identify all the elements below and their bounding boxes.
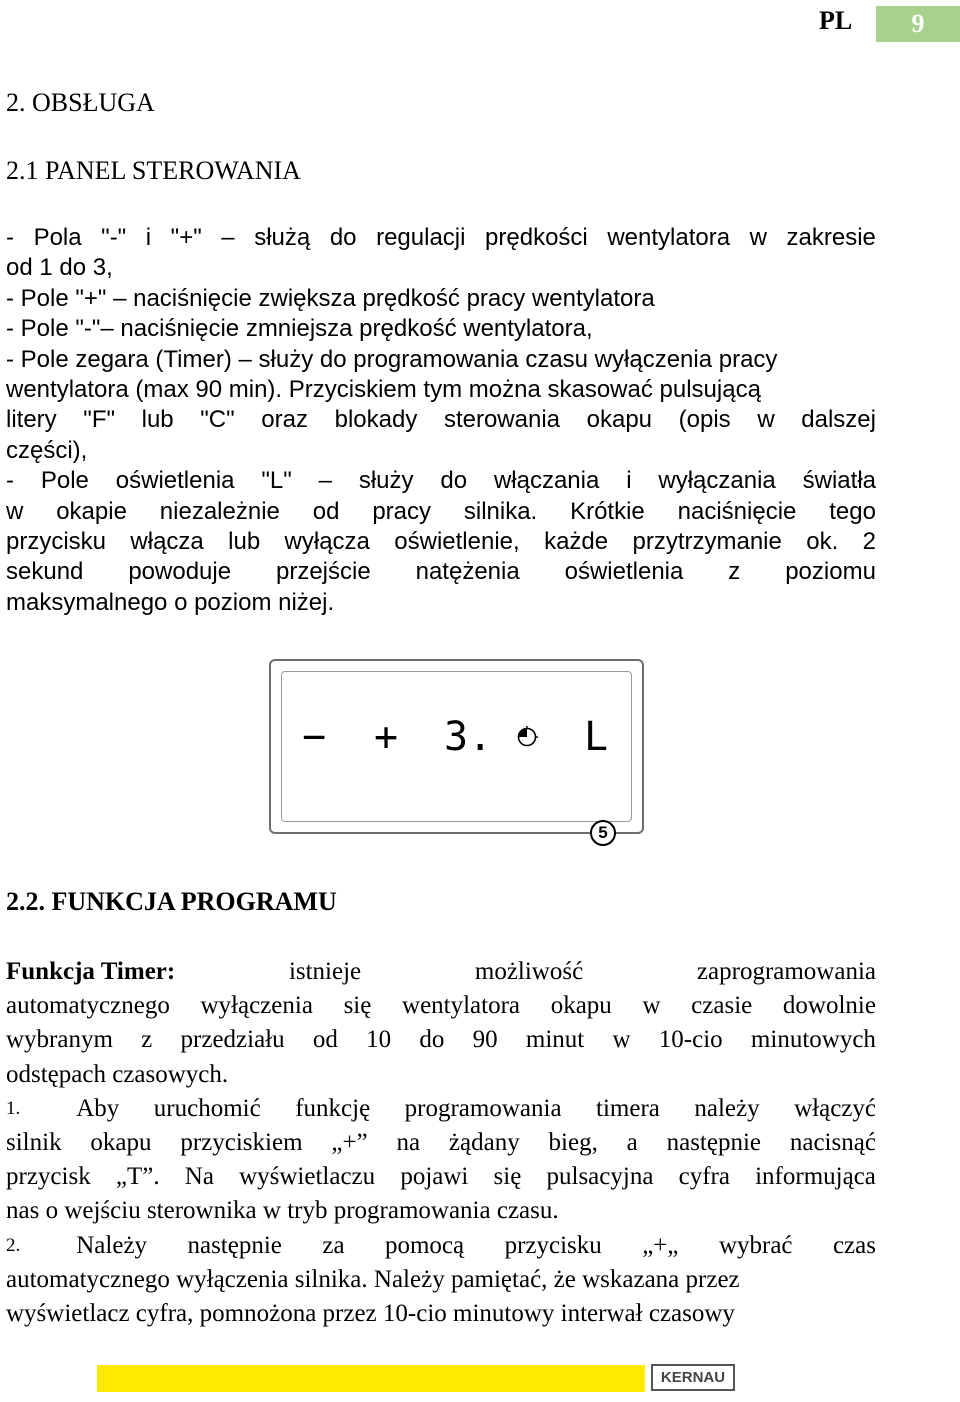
word: następnie bbox=[187, 1231, 282, 1259]
word: następnie bbox=[666, 1129, 762, 1157]
word: czas bbox=[832, 1231, 876, 1259]
word: wyłączenia bbox=[200, 992, 313, 1020]
word: Pola bbox=[33, 224, 82, 251]
word: Pole bbox=[40, 467, 89, 495]
word: dalszej bbox=[801, 406, 876, 434]
word: nacisnąć bbox=[789, 1129, 876, 1157]
word: w bbox=[6, 497, 24, 525]
word: w bbox=[749, 224, 767, 251]
word: pomocą bbox=[384, 1231, 465, 1259]
word: przycisk bbox=[6, 1163, 91, 1191]
word: 10-cio bbox=[658, 1026, 723, 1054]
program-function-description bbox=[6, 955, 876, 1331]
line-10 bbox=[6, 497, 876, 527]
plus-button[interactable]: + bbox=[374, 714, 399, 760]
p2-line-2 bbox=[6, 1126, 876, 1160]
word: wentylatora bbox=[402, 992, 521, 1020]
word: włączania bbox=[493, 467, 600, 495]
word: przycisku bbox=[6, 528, 107, 556]
word: pulsacyjna bbox=[546, 1163, 654, 1191]
word: z bbox=[141, 1026, 153, 1054]
light-button[interactable]: L bbox=[584, 714, 609, 760]
word: tego bbox=[829, 497, 876, 525]
word: ok. bbox=[806, 528, 839, 556]
word: "+" bbox=[170, 224, 202, 251]
word: oświetlenia bbox=[115, 467, 235, 495]
word: automatycznego bbox=[6, 992, 170, 1020]
word: programowania bbox=[404, 1094, 562, 1122]
word: w bbox=[757, 406, 775, 434]
word: poziomu bbox=[785, 558, 876, 586]
word: należy bbox=[694, 1094, 760, 1122]
word: przedziału bbox=[180, 1026, 285, 1054]
word: "F" bbox=[83, 406, 115, 434]
p3-line-1 bbox=[6, 1229, 876, 1263]
word: prędkości bbox=[485, 224, 588, 251]
word: za bbox=[322, 1231, 345, 1259]
p2-line-4: nas o wejściu sterownika w tryb programowania czasu. bbox=[6, 1197, 559, 1225]
kernau-logo: KERNAU bbox=[651, 1364, 735, 1391]
line-6: wentylatora (max 90 min). Przyciskiem tym można skasować pulsującą bbox=[6, 376, 761, 404]
word: okapie bbox=[56, 497, 127, 525]
footer-bar bbox=[97, 1365, 645, 1392]
heading-obsluga: 2. OBSŁUGA bbox=[6, 88, 155, 117]
word: blokady bbox=[334, 406, 418, 434]
line-8: części), bbox=[6, 436, 88, 464]
page-number: 9 bbox=[876, 6, 960, 42]
word: Aby bbox=[76, 1094, 120, 1122]
line-11 bbox=[6, 527, 876, 557]
p2-line-3 bbox=[6, 1160, 876, 1194]
word: lub bbox=[141, 406, 174, 434]
word: dowolnie bbox=[782, 992, 876, 1020]
word: "L" bbox=[261, 467, 292, 495]
word: włącza bbox=[130, 528, 204, 556]
word: – bbox=[318, 467, 332, 495]
word: timera bbox=[596, 1094, 660, 1122]
word: natężenia bbox=[415, 558, 520, 586]
line-4: - Pole "-"– naciśnięcie zmniejsza prędkość wentylatora, bbox=[6, 315, 593, 343]
word: okapu bbox=[586, 406, 653, 434]
word: „+” bbox=[331, 1129, 368, 1157]
word: litery bbox=[6, 406, 57, 434]
word: powoduje bbox=[128, 558, 232, 586]
word: Na bbox=[184, 1163, 214, 1191]
step-number-1: 1. bbox=[6, 1097, 21, 1119]
p3-line-3: wyświetlacz cyfra, pomnożona przez 10-cio minutowy interwał czasowy bbox=[6, 1300, 735, 1328]
word: informująca bbox=[755, 1163, 876, 1191]
p3-line-2: automatycznego wyłączenia silnika. Należy pamiętać, że wskazana przez bbox=[6, 1265, 740, 1293]
word: do bbox=[329, 224, 357, 251]
word: lub bbox=[228, 528, 261, 556]
timer-icon[interactable] bbox=[516, 726, 538, 748]
word: pojawi bbox=[400, 1163, 469, 1191]
word: żądany bbox=[448, 1129, 520, 1157]
word: minut bbox=[525, 1026, 585, 1054]
line-12 bbox=[6, 557, 876, 587]
word: 90 bbox=[472, 1026, 498, 1054]
word: czasie bbox=[691, 992, 753, 1020]
p1-line-3 bbox=[6, 1023, 876, 1057]
word: regulacji bbox=[376, 224, 466, 251]
word: w bbox=[612, 1026, 631, 1054]
word: "C" bbox=[200, 406, 235, 434]
word: Krótkie bbox=[570, 497, 645, 525]
word: 10 bbox=[366, 1026, 392, 1054]
word: od bbox=[312, 1026, 338, 1054]
word: - bbox=[6, 467, 14, 495]
word: wyświetlaczu bbox=[239, 1163, 376, 1191]
word: i bbox=[145, 224, 152, 251]
line-1 bbox=[6, 223, 876, 253]
word: przyciskiem bbox=[180, 1129, 303, 1157]
word: wybrać bbox=[718, 1231, 793, 1259]
word: z bbox=[728, 558, 741, 586]
word: - bbox=[6, 224, 14, 251]
word: na bbox=[396, 1129, 421, 1157]
word: się bbox=[493, 1163, 522, 1191]
word: się bbox=[343, 992, 372, 1020]
word: "-" bbox=[101, 224, 127, 251]
minus-button[interactable]: − bbox=[302, 714, 327, 760]
word: wyłącza bbox=[284, 528, 370, 556]
word: sterowania bbox=[443, 406, 561, 434]
line-13: maksymalnego o poziom niżej. bbox=[6, 588, 335, 616]
timer-function-label: Funkcja Timer: bbox=[6, 958, 176, 985]
line-3: - Pole "+" – naciśnięcie zwiększa prędkość pracy wentylatora bbox=[6, 284, 655, 312]
heading-funkcja-programu: 2.2. FUNKCJA PROGRAMU bbox=[6, 887, 337, 916]
p1-line-1: Funkcja Timer: istnieje możliwość zaprogramowania bbox=[6, 955, 876, 989]
word: cyfra bbox=[678, 1163, 730, 1191]
line-5: - Pole zegara (Timer) – służy do programowania czasu wyłączenia pracy bbox=[6, 345, 778, 373]
word: przycisku bbox=[504, 1231, 602, 1259]
word: – bbox=[221, 224, 235, 251]
speed-display: 3. bbox=[444, 714, 493, 760]
line-9 bbox=[6, 466, 876, 496]
line-2: od 1 do 3, bbox=[6, 254, 113, 282]
word: i bbox=[626, 467, 632, 495]
word: (opis bbox=[678, 406, 731, 434]
word: silnika. bbox=[463, 497, 538, 525]
word: Należy bbox=[76, 1231, 148, 1259]
word: do bbox=[440, 467, 468, 495]
language-label: PL bbox=[819, 6, 853, 35]
word: oraz bbox=[261, 406, 308, 434]
word: przejście bbox=[275, 558, 371, 586]
word: „T”. bbox=[115, 1163, 160, 1191]
p1-line-4: odstępach czasowych. bbox=[6, 1060, 229, 1088]
word: zakresie bbox=[786, 224, 876, 251]
word: okapu bbox=[550, 992, 612, 1020]
word: silnik bbox=[6, 1129, 62, 1157]
control-panel-description bbox=[6, 223, 876, 618]
word: sekund bbox=[6, 558, 84, 586]
word: światła bbox=[802, 467, 876, 495]
p1-line-2 bbox=[6, 989, 876, 1023]
word: minutowych bbox=[750, 1026, 876, 1054]
word: „+„ bbox=[642, 1231, 679, 1259]
word: włączyć bbox=[794, 1094, 876, 1122]
word: każde bbox=[544, 528, 609, 556]
word: a bbox=[626, 1129, 638, 1157]
word: przytrzymanie bbox=[632, 528, 782, 556]
word: w bbox=[642, 992, 661, 1020]
word: od bbox=[312, 497, 340, 525]
word: 2 bbox=[862, 528, 876, 556]
heading-panel-sterowania: 2.1 PANEL STEROWANIA bbox=[6, 156, 301, 185]
figure-callout: 5 bbox=[590, 820, 616, 846]
word: pracy bbox=[372, 497, 431, 525]
word: okapu bbox=[90, 1129, 152, 1157]
p2-line-1 bbox=[6, 1092, 876, 1126]
word: niezależnie bbox=[159, 497, 280, 525]
word: wyłączania bbox=[658, 467, 776, 495]
word: wentylatora bbox=[607, 224, 731, 251]
word: bieg, bbox=[548, 1129, 598, 1157]
word: wybranym bbox=[6, 1026, 113, 1054]
word: funkcję bbox=[295, 1094, 371, 1122]
word: oświetlenia bbox=[564, 558, 684, 586]
word: służą bbox=[254, 224, 311, 251]
word: do bbox=[419, 1026, 445, 1054]
word: służy bbox=[358, 467, 414, 495]
line-7 bbox=[6, 405, 876, 435]
step-number-2: 2. bbox=[6, 1234, 21, 1256]
word: uruchomić bbox=[153, 1094, 261, 1122]
word: naciśnięcie bbox=[677, 497, 797, 525]
word: oświetlenie, bbox=[394, 528, 520, 556]
